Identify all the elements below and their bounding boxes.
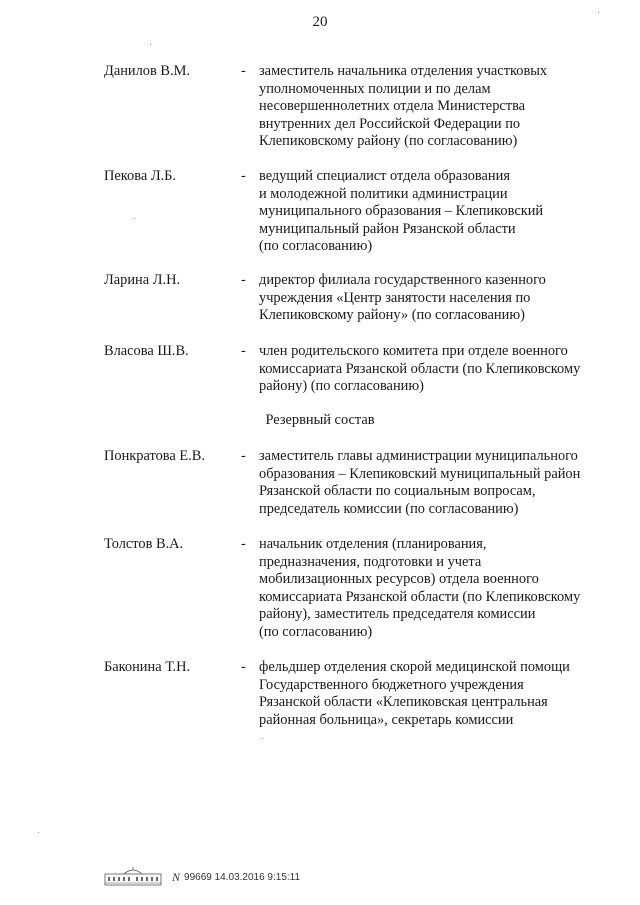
member-dash: - xyxy=(241,63,246,79)
role-line: предназначения, подготовки и учета xyxy=(259,553,482,570)
role-line: уполномоченных полиции и по делам xyxy=(259,80,491,97)
member-dash: - xyxy=(241,659,246,675)
role-line: (по согласованию) xyxy=(259,623,373,640)
role-line: ведущий специалист отдела образования xyxy=(259,168,510,184)
member-role xyxy=(259,168,619,256)
member-role xyxy=(259,659,619,729)
role-line: Клепиковскому району (по согласованию) xyxy=(259,133,518,150)
member-dash: - xyxy=(241,168,246,184)
registration-stamp xyxy=(104,866,300,888)
scan-speck xyxy=(150,44,151,45)
role-line: внутренних дел Российской Федерации по xyxy=(259,115,521,132)
role-line: комиссариата Рязанской области (по Клепиковскому xyxy=(259,588,581,605)
role-line: Рязанской области «Клепиковская центральная xyxy=(259,694,548,711)
member-dash: - xyxy=(241,343,246,359)
member-name: Власова Ш.В. xyxy=(104,343,189,359)
role-line: муниципальный район Рязанской области xyxy=(259,220,516,237)
member-name: Понкратова Е.В. xyxy=(104,448,205,464)
role-line: председатель комиссии (по согласованию) xyxy=(259,500,519,517)
role-line: Рязанской области по социальным вопросам, xyxy=(259,483,536,500)
member-role xyxy=(259,272,619,325)
scan-speck xyxy=(134,218,135,219)
scan-speck xyxy=(38,832,39,833)
role-line: и молодежной политики администрации xyxy=(259,185,508,202)
role-line: образования – Клепиковский муниципальный район xyxy=(259,465,581,482)
member-name: Баконина Т.Н. xyxy=(104,659,191,675)
member-role xyxy=(259,343,619,396)
role-line: району) (по согласованию) xyxy=(259,378,424,395)
stamp-text: 99669 14.03.2016 9:15:11 xyxy=(184,871,301,883)
member-dash: - xyxy=(241,536,246,552)
role-line: заместитель главы администрации муниципального xyxy=(259,448,578,464)
role-line: мобилизационных ресурсов) отдела военного xyxy=(259,571,539,588)
role-line: директор филиала государственного казенного xyxy=(259,272,546,288)
member-name: Ларина Л.Н. xyxy=(104,272,181,288)
role-line: районная больница», секретарь комиссии xyxy=(259,711,514,728)
role-line: муниципального образования – Клепиковский xyxy=(259,203,544,220)
role-line: (по согласованию) xyxy=(259,238,373,255)
member-role xyxy=(259,63,619,151)
role-line: заместитель начальника отделения участковых xyxy=(259,63,548,79)
role-line: несовершеннолетних отдела Министерства xyxy=(259,98,526,115)
page-number: 20 xyxy=(312,14,328,30)
reserve-section-title: Резервный состав xyxy=(265,412,375,428)
scan-speck xyxy=(262,738,263,739)
role-line: фельдшер отделения скорой медицинской помощи xyxy=(259,659,570,675)
member-name: Толстов В.А. xyxy=(104,536,184,552)
member-role xyxy=(259,536,619,642)
scan-speck xyxy=(598,12,599,13)
building-logo-icon xyxy=(104,866,162,888)
member-dash: - xyxy=(241,448,246,464)
role-line: начальник отделения (планирования, xyxy=(259,536,487,552)
member-dash: - xyxy=(241,272,246,288)
member-role xyxy=(259,448,619,518)
member-name: Данилов В.М. xyxy=(104,63,190,79)
role-line: учреждения «Центр занятости населения по xyxy=(259,289,531,306)
role-line: району), заместитель председателя комиссии xyxy=(259,606,536,623)
role-line: Государственного бюджетного учреждения xyxy=(259,676,524,693)
role-line: член родительского комитета при отделе военного xyxy=(259,343,568,359)
member-name: Пекова Л.Б. xyxy=(104,168,177,184)
role-line: комиссариата Рязанской области (по Клепиковскому xyxy=(259,360,581,377)
document-number-icon: N xyxy=(172,869,181,884)
role-line: Клепиковскому району» (по согласованию) xyxy=(259,307,525,324)
